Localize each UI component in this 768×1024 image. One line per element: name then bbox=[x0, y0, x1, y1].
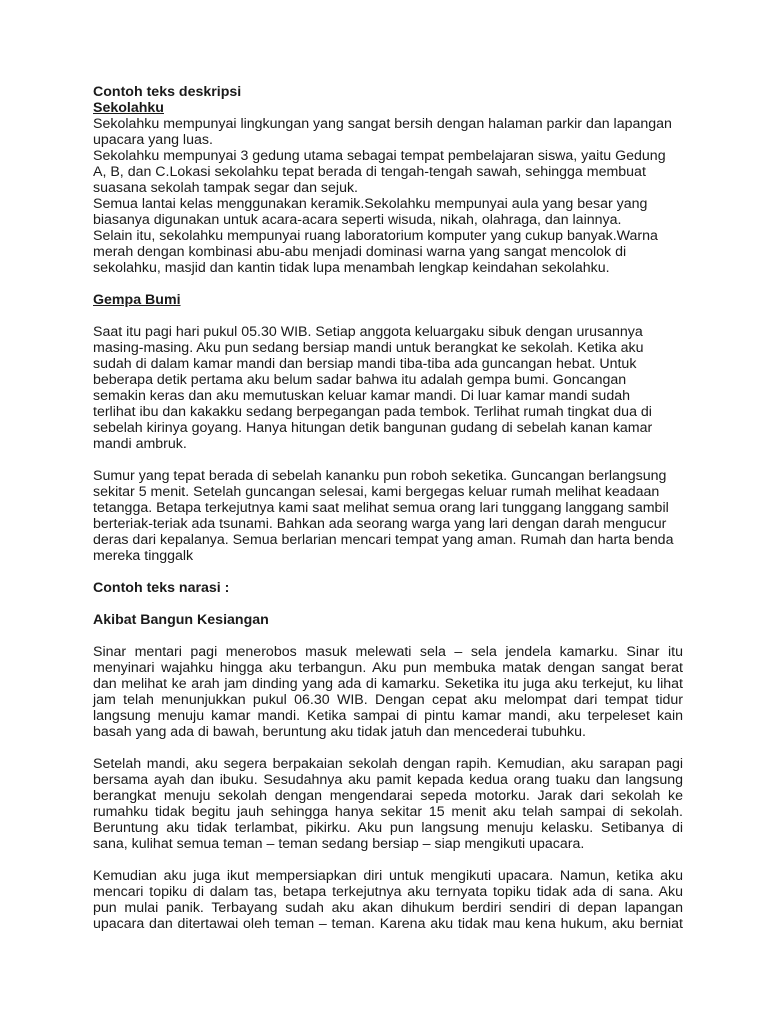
text-line: Beruntung aku tidak terlambat, pikirku. Aku pun langsung menuju kelasku. Setibanya di bbox=[93, 820, 683, 836]
section-title-sekolahku: Sekolahku bbox=[93, 100, 164, 116]
text-line: upacara dan ditertawai oleh teman – teman. Karena aku tidak mau kena hukum, aku berniat bbox=[93, 916, 683, 932]
text-line: terlihat ibu dan kakakku sedang berpegangan pada tembok. Terlihat rumah tingkat dua di bbox=[93, 404, 652, 420]
text-line: masing-masing. Aku pun sedang bersiap mandi untuk berangkat ke sekolah. Ketika aku bbox=[93, 340, 644, 356]
text-line: upacara yang luas. bbox=[93, 132, 213, 148]
section-title-gempa-bumi: Gempa Bumi bbox=[93, 292, 181, 308]
paragraph-akibat-1 bbox=[93, 644, 683, 740]
text-line: suasana sekolah tampak segar dan sejuk. bbox=[93, 180, 358, 196]
text-line: bersama ayah dan ibuku. Sesudahnya aku pamit kepada kedua orang tuaku dan langsung bbox=[93, 772, 683, 788]
text-line: Selain itu, sekolahku mempunyai ruang laboratorium komputer yang cukup banyak.Warna bbox=[93, 228, 658, 244]
paragraph-gempa-1 bbox=[93, 324, 683, 452]
text-line: Saat itu pagi hari pukul 05.30 WIB. Setiap anggota keluargaku sibuk dengan urusannya bbox=[93, 324, 643, 340]
paragraph-sekolahku bbox=[93, 116, 683, 276]
text-line: sebelah kirinya goyang. Hanya hitungan detik bangunan gudang di sebelah kanan kamar bbox=[93, 420, 653, 436]
text-line: mencari topiku di dalam tas, betapa terkejutnya aku ternyata topiku tidak ada di sana. Aku bbox=[93, 884, 683, 900]
text-line: mandi ambruk. bbox=[93, 436, 187, 452]
narasi-heading: Contoh teks narasi : bbox=[93, 580, 230, 596]
section-title-akibat-bangun-kesiangan: Akibat Bangun Kesiangan bbox=[93, 612, 269, 628]
text-line: sekitar 5 menit. Setelah guncangan selesai, kami bergegas keluar rumah melihat keadaan bbox=[93, 484, 660, 500]
paragraph-gempa-2 bbox=[93, 468, 683, 564]
text-line: jam telah menunjukkan pukul 06.30 WIB. Dengan cepat aku melompat dari tempat tidur bbox=[93, 692, 683, 708]
text-line: Kemudian aku juga ikut mempersiapkan diri untuk mengikuti upacara. Namun, ketika aku bbox=[93, 868, 683, 884]
text-line: beberapa detik pertama aku belum sadar bahwa itu adalah gempa bumi. Goncangan bbox=[93, 372, 627, 388]
text-line: menyinari wajahku hingga aku terbangun. Aku pun membuka matak dengan sangat berat bbox=[93, 660, 683, 676]
text-line: Sinar mentari pagi menerobos masuk melewati sela – sela jendela kamarku. Sinar itu bbox=[93, 644, 683, 660]
text-line: langsung menuju kamar mandi. Ketika sampai di pintu kamar mandi, aku terpeleset kain bbox=[93, 708, 683, 724]
text-line: mereka tinggalk bbox=[93, 548, 194, 564]
text-line: Sekolahku mempunyai lingkungan yang sangat bersih dengan halaman parkir dan lapangan bbox=[93, 116, 672, 132]
text-line: dan melihat ke arah jam dinding yang ada di kamarku. Seketika itu juga aku terkejut, ku lihat bbox=[93, 676, 683, 692]
text-line: basah yang ada di bawah, beruntung aku tidak jatuh dan mencederai tubuhku. bbox=[93, 724, 586, 740]
text-line: sudah di dalam kamar mandi dan bersiap mandi tiba-tiba ada guncangan hebat. Untuk bbox=[93, 356, 637, 372]
text-line: semakin keras dan aku memutuskan keluar kamar mandi. Di luar kamar mandi sudah bbox=[93, 388, 630, 404]
doc-heading: Contoh teks deskripsi bbox=[93, 84, 242, 100]
text-line: merah dengan kombinasi abu-abu menjadi dominasi warna yang sangat mencolok di bbox=[93, 244, 627, 260]
text-line: A, B, dan C.Lokasi sekolahku tepat berada di tengah-tengah sawah, sehingga membuat bbox=[93, 164, 646, 180]
text-line: berteriak-teriak ada tsunami. Bahkan ada seorang warga yang lari dengan darah mengucur bbox=[93, 516, 667, 532]
text-line: sekolahku, masjid dan kantin tidak lupa menambah lengkap keindahan sekolahku. bbox=[93, 260, 610, 276]
document-body bbox=[93, 84, 683, 932]
paragraph-akibat-3 bbox=[93, 868, 683, 932]
text-line: biasanya digunakan untuk acara-acara seperti wisuda, nikah, olahraga, dan lainnya. bbox=[93, 212, 622, 228]
text-line: berangkat menuju sekolah dengan mengendarai sepeda motorku. Jarak dari sekolah ke bbox=[93, 788, 683, 804]
text-line: deras dari kepalanya. Semua berlarian mencari tempat yang aman. Rumah dan harta benda bbox=[93, 532, 674, 548]
text-line: pun mulai panik. Terbayang sudah aku akan dihukum berdiri sendiri di depan lapangan bbox=[93, 900, 683, 916]
text-line: tetangga. Betapa terkejutnya kami saat melihat semua orang lari tunggang langgang sambil bbox=[93, 500, 669, 516]
text-line: Sekolahku mempunyai 3 gedung utama sebagai tempat pembelajaran siswa, yaitu Gedung bbox=[93, 148, 666, 164]
text-line: sana, kulihat semua teman – teman sedang bersiap – siap mengikuti upacara. bbox=[93, 836, 585, 852]
text-line: Semua lantai kelas menggunakan keramik.Sekolahku mempunyai aula yang besar yang bbox=[93, 196, 648, 212]
text-line: Sumur yang tepat berada di sebelah kananku pun roboh seketika. Guncangan berlangsung bbox=[93, 468, 667, 484]
paragraph-akibat-2 bbox=[93, 756, 683, 852]
text-line: rumahku tidak begitu jauh sehingga hanya sekitar 15 menit aku telah sampai di sekolah. bbox=[93, 804, 683, 820]
text-line: Setelah mandi, aku segera berpakaian sekolah dengan rapih. Kemudian, aku sarapan pagi bbox=[93, 756, 683, 772]
